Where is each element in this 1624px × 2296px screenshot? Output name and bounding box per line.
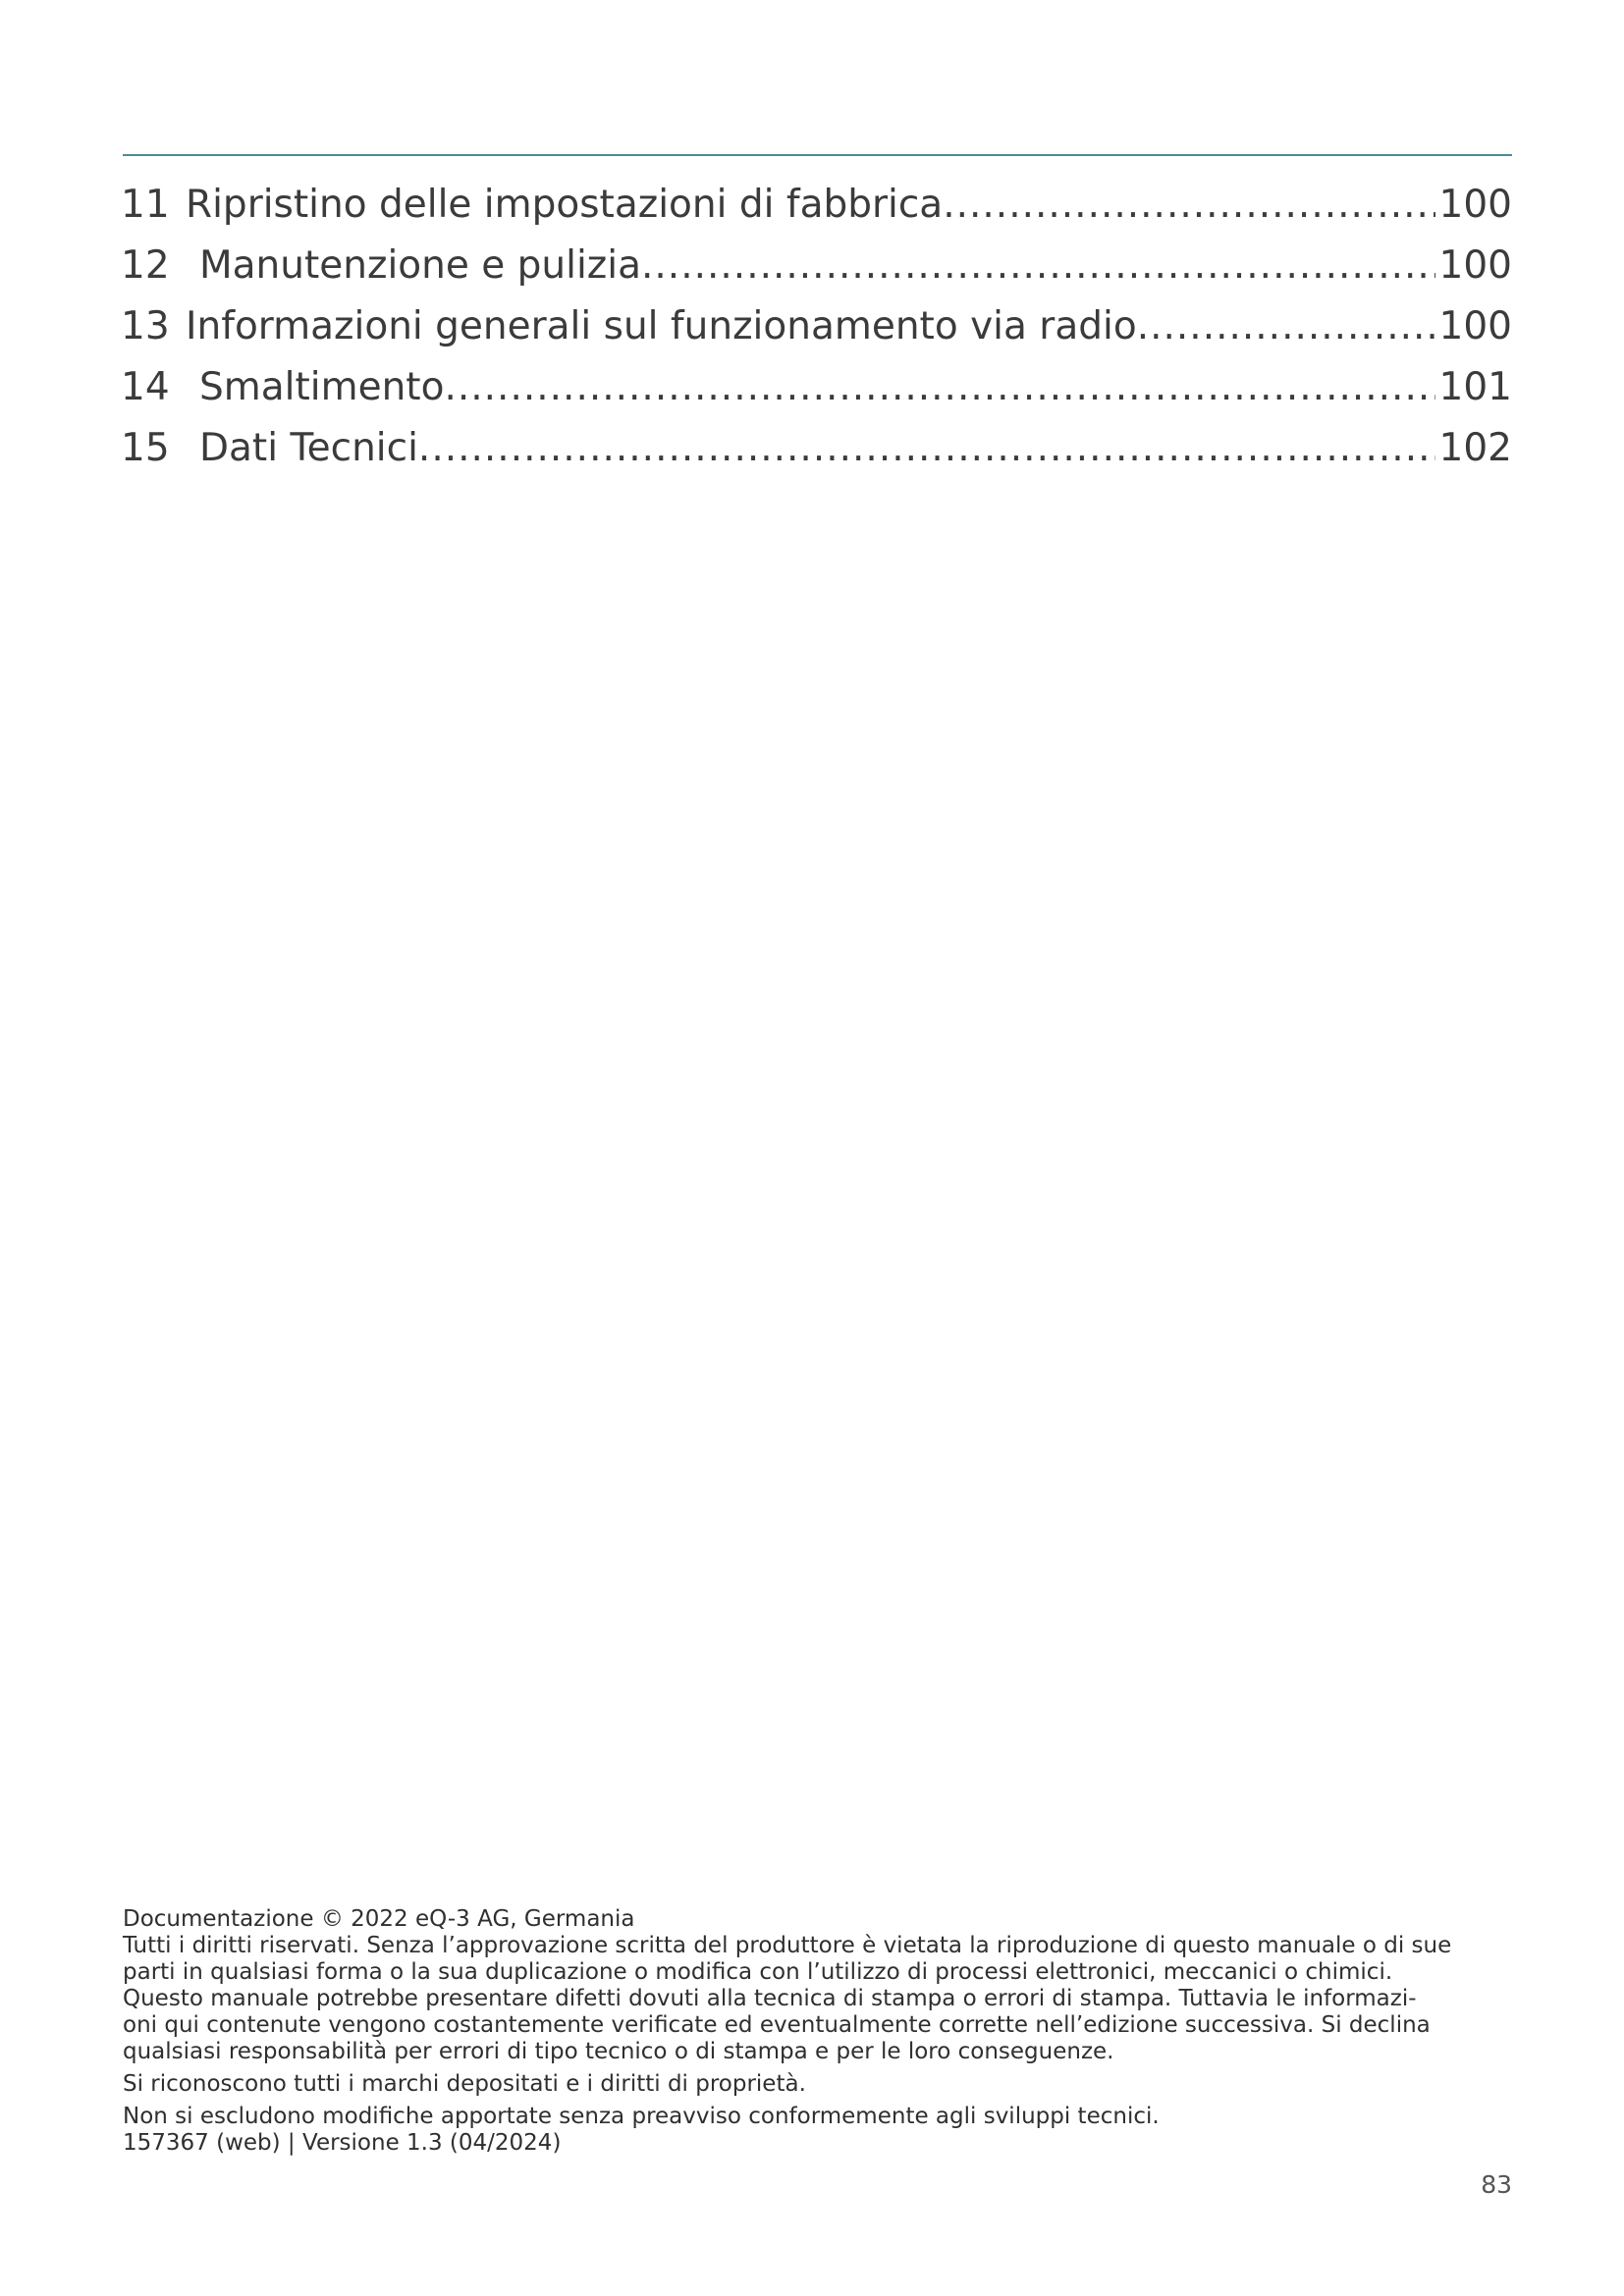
toc-entry-number: 13 (121, 304, 170, 348)
toc-entry-page: 100 (1438, 183, 1512, 227)
toc-leader-dots (1137, 296, 1435, 357)
toc-entry-title: Smaltimento (199, 365, 445, 409)
disclaimer-line: qualsiasi responsabilità per errori di tipo tecnico o di stampa e per le loro conseguenze. (123, 2039, 1114, 2064)
trademarks-line: Si riconoscono tutti i marchi depositati e i diritti di proprietà. (123, 2071, 806, 2097)
changes-line: Non si escludono modifiche apportate senza preavviso conformemente agli sviluppi tecnici. (123, 2104, 1160, 2129)
toc-leader-dots (418, 418, 1435, 479)
disclaimer-line: oni qui contenute vengono costantemente verificate ed eventualmente corrette nell’edizione successiva. Si declina (123, 2012, 1431, 2038)
toc-entry-title: Ripristino delle impostazioni di fabbrica (186, 183, 944, 227)
header-rule (123, 154, 1512, 156)
page-number: 83 (1481, 2170, 1512, 2199)
rights-line: parti in qualsiasi forma o la sua duplicazione o modifica con l’utilizzo di processi elettronici, meccanici o chimici. (123, 1959, 1393, 1985)
toc-entry[interactable] (121, 236, 1512, 296)
toc-entry-page: 100 (1438, 243, 1512, 288)
toc-entry-page: 102 (1438, 426, 1512, 470)
toc-entry-page: 101 (1438, 365, 1512, 409)
toc-entry-number: 11 (121, 183, 170, 227)
toc-entry-page: 100 (1438, 304, 1512, 348)
toc-leader-dots (943, 175, 1435, 236)
version-line: 157367 (web) | Versione 1.3 (04/2024) (123, 2130, 562, 2156)
toc-entry-title: Informazioni generali sul funzionamento via radio (186, 304, 1137, 348)
table-of-contents (121, 175, 1512, 479)
toc-entry-number: 15 (121, 426, 170, 470)
toc-entry[interactable] (121, 175, 1512, 236)
toc-entry[interactable] (121, 418, 1512, 479)
toc-entry-number: 14 (121, 365, 170, 409)
toc-leader-dots (444, 357, 1435, 418)
copyright-line: Documentazione © 2022 eQ-3 AG, Germania (123, 1906, 635, 1932)
rights-line: Tutti i diritti riservati. Senza l’approvazione scritta del produttore è vietata la riproduzione di questo manuale o di sue (123, 1933, 1452, 1958)
disclaimer-line: Questo manuale potrebbe presentare difetti dovuti alla tecnica di stampa o errori di stampa. Tuttavia le informazi- (123, 1986, 1417, 2011)
toc-entry[interactable] (121, 357, 1512, 418)
toc-entry-title: Manutenzione e pulizia (199, 243, 642, 288)
toc-entry[interactable] (121, 296, 1512, 357)
toc-entry-number: 12 (121, 243, 170, 288)
toc-leader-dots (641, 236, 1435, 296)
imprint-footer (123, 1906, 1517, 2157)
toc-entry-title: Dati Tecnici (199, 426, 418, 470)
